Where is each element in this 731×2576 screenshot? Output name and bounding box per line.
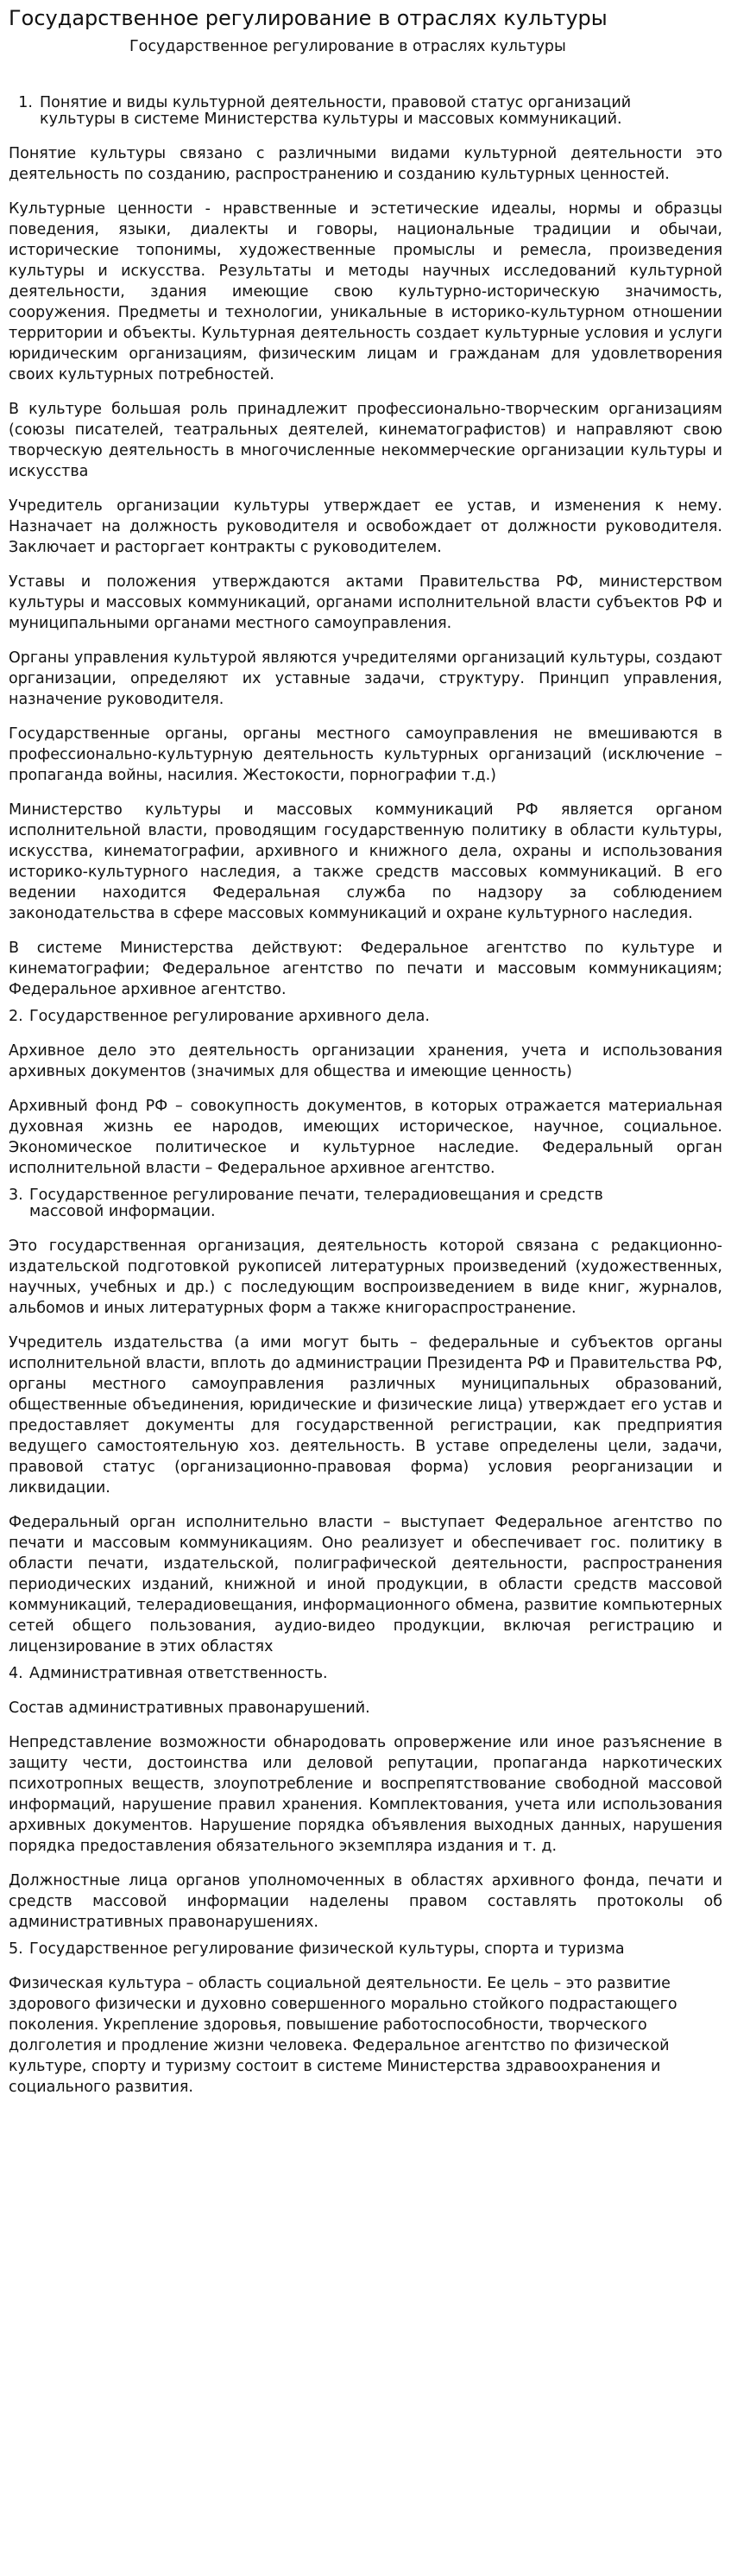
paragraph: Федеральный орган исполнительно власти – выступает Федеральное агентство по печати и массовым коммуникациям. Оно реализует и обеспечивает гос. политику в области печати, издательской, полиграфической деятельности, распространения периодических изданий, книжной и иной продукции, в области средств массовой коммуникаций, телерадиовещания, информационного обмена, развитие компьютерных сетей общего пользования, аудио-видео продукции, включая регистрацию и лицензирование в этих областях — [9, 1514, 722, 1655]
paragraph: Государственные органы, органы местного самоуправления не вмешиваются в профессионально-культурную деятельность культурных организаций (исключение – пропаганда войны, насилия. Жестокости, порнографии т.д.) — [9, 725, 722, 784]
paragraph: Культурные ценности - нравственные и эстетические идеалы, нормы и образцы поведения, языки, диалекты и говоры, национальные традиции и обычаи, исторические топонимы, художественные промыслы и ремесла, произведения культуры и искусства. Результаты и методы научных исследований культурной деятельности, здания имеющие свою культурно-историческую значимость, сооружения. Предметы и технологии, уникальные в историко-культурном отношении территории и объекты. Культурная деятельность создает культурные условия и услуги юридическим организациям, физическим лицам и гражданам для удовлетворения своих культурных потребностей. — [9, 200, 722, 383]
paragraph: Учредитель издательства (а ими могут быть – федеральные и субъектов органы исполнительной власти, вплоть до администрации Президента РФ и Правительства РФ, органы местного самоуправления различных муниципальных образований, общественные объединения, юридические и физические лица) утверждает его устав и предоставляет документы для государственной регистрации, как предприятия ведущего самостоятельную хоз. деятельность. В уставе определены цели, задачи, правовой статус (организационно-правовая форма) условия реорганизации и ликвидации. — [9, 1334, 722, 1497]
section-heading-3 — [9, 1187, 722, 1220]
paragraph: Министерство культуры и массовых коммуникаций РФ является органом исполнительной власти, проводящим государственную политику в области культуры, искусства, кинематографии, архивного и книжного дела, охраны и использования историко-культурного наследия, а также средств массовых коммуникаций. В его ведении находится Федеральная служба по надзору за соблюдением законодательства в сфере массовых коммуникаций и охране культурного наследия. — [9, 801, 722, 922]
section-number: 4. — [9, 1665, 23, 1682]
paragraph: Непредставление возможности обнародовать опровержение или иное разъяснение в защиту чести, достоинства или деловой репутации, пропаганда наркотических психотропных веществ, злоупотребление и воспрепятствование свободной массовой информаций, нарушение правил хранения. Комплектования, учета или использования архивных документов. Нарушение порядка объявления выходных данных, нарушения порядка предоставления обязательного экземпляра издания и т. д. — [9, 1734, 722, 1855]
page-title: Государственное регулирование в отраслях культуры — [9, 6, 608, 30]
paragraph: Состав административных правонарушений. — [9, 1699, 370, 1717]
paragraph: В культуре большая роль принадлежит профессионально-творческим организациям (союзы писателей, театральных деятелей, кинематографистов) и направляют свою творческую деятельность в многочисленные некоммерческие организации культуры и искусства — [9, 401, 722, 480]
section-heading-text: Государственное регулирование физической культуры, спорта и туризма — [29, 1940, 625, 1958]
paragraph: Архивный фонд РФ – совокупность документов, в которых отражается материальная духовная жизнь ее народов, имеющих историческое, научное, социальное. Экономическое политическое и культурное наследие. Федеральный орган исполнительной власти – Федеральное архивное агентство. — [9, 1098, 722, 1177]
paragraph: Это государственная организация, деятельность которой связана с редакционно-издательской подготовкой рукописей литературных произведений (художественных, научных, учебных и др.) с последующим воспроизведением в виде книг, журналов, альбомов и иных литературных форм а также книгораспространение. — [9, 1237, 722, 1317]
section-number: 2. — [9, 1008, 23, 1025]
section-number: 1. — [18, 94, 33, 111]
paragraph: Учредитель организации культуры утверждает ее устав, и изменения к нему. Назначает на должность руководителя и освобождает от должности руководителя. Заключает и расторгает контракты с руководителем. — [9, 497, 722, 556]
section-heading-text: Государственное регулирование архивного дела. — [29, 1008, 430, 1025]
paragraph: В системе Министерства действуют: Федеральное агентство по культуре и кинематографии; Федеральное агентство по печати и массовым коммуникациям; Федеральное архивное агентство. — [9, 940, 722, 998]
section-number: 5. — [9, 1940, 23, 1958]
paragraph: Физическая культура – область социальной деятельности. Ее цель – это развитие здорового физически и духовно совершенного морально стойкого подрастающего поколения. Укрепление здоровья, повышение работоспособности, творческого долголетия и продление жизни человека. Федеральное агентство по физической культуре, спорту и туризму состоит в системе Министерства здравоохранения и социального развития. — [9, 1975, 677, 2096]
paragraph: Архивное дело это деятельность организации хранения, учета и использования архивных документов (значимых для общества и имеющие ценность) — [9, 1042, 722, 1080]
section-heading-2 — [9, 1009, 722, 1025]
section-heading-1 — [9, 95, 722, 128]
section-heading-text: Административная ответственность. — [29, 1665, 328, 1682]
page-subtitle: Государственное регулирование в отраслях культуры — [129, 38, 566, 55]
section-heading-text: Государственное регулирование печати, телерадиовещания и средств массовой информации. — [29, 1187, 603, 1220]
paragraph: Понятие культуры связано с различными видами культурной деятельности это деятельность по созданию, распространению и созданию культурных ценностей. — [9, 145, 722, 183]
paragraph: Уставы и положения утверждаются актами Правительства РФ, министерством культуры и массовых коммуникаций, органами исполнительной власти субъектов РФ и муниципальными органами местного самоуправления. — [9, 573, 722, 632]
paragraph: Должностные лица органов уполномоченных в областях архивного фонда, печати и средств массовой информации наделены правом составлять протоколы об административных правонарушениях. — [9, 1872, 722, 1931]
section-heading-4 — [9, 1666, 722, 1682]
section-number: 3. — [9, 1187, 23, 1204]
section-heading-5 — [9, 1941, 722, 1958]
paragraph: Органы управления культурой являются учредителями организаций культуры, создают организации, определяют их уставные задачи, структуру. Принцип управления, назначение руководителя. — [9, 649, 722, 708]
section-heading-text: Понятие и виды культурной деятельности, правовой статус организаций культуры в системе Министерства культуры и массовых коммуникаций. — [40, 94, 632, 128]
